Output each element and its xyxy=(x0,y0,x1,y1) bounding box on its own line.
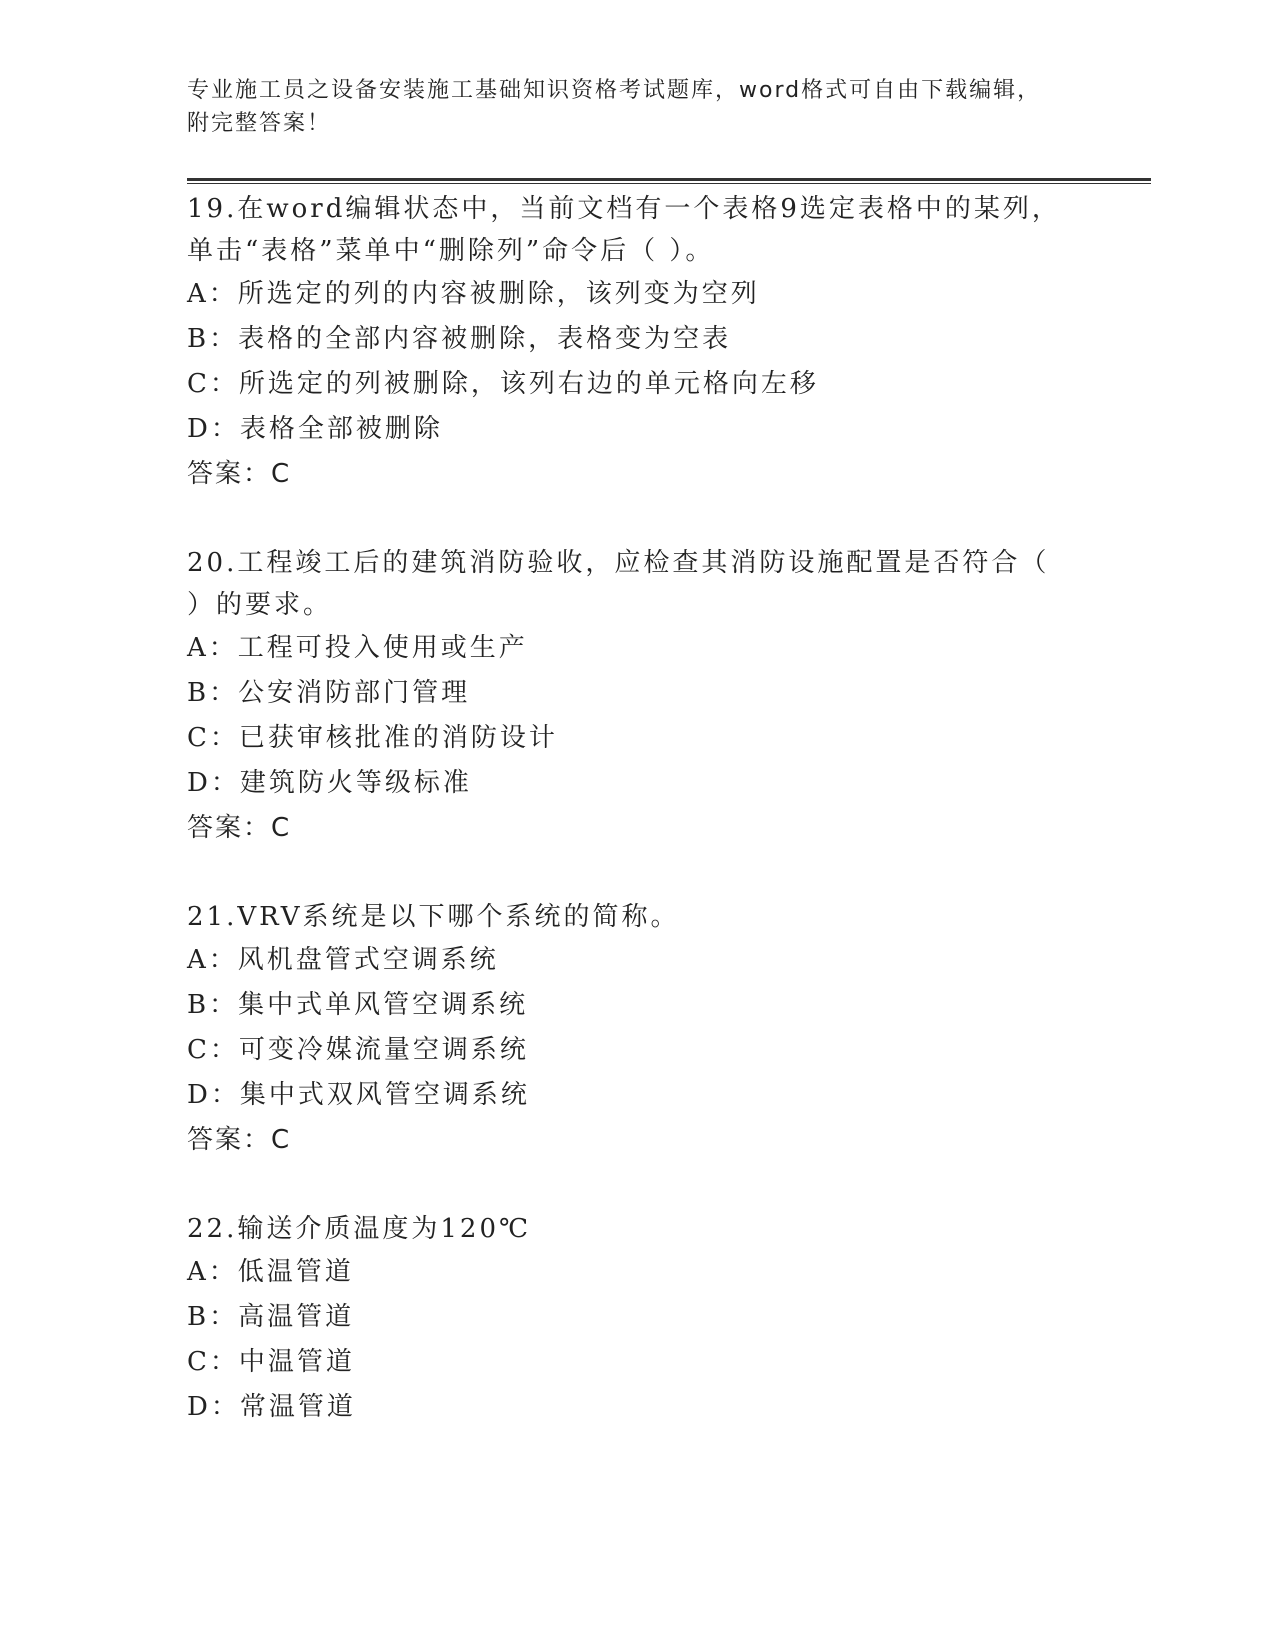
option-a: A：低温管道 xyxy=(187,1257,354,1287)
question-20 xyxy=(187,542,1087,851)
option-d: D：集中式双风管空调系统 xyxy=(187,1080,530,1110)
header-line-1: 专业施工员之设备安装施工基础知识资格考试题库，word格式可自由下载编辑， xyxy=(187,78,1042,103)
question-list xyxy=(187,188,1087,1430)
header-rule-thick xyxy=(187,178,1151,181)
option-b: B：高温管道 xyxy=(187,1302,355,1332)
answer-text: 答案：C xyxy=(187,1125,292,1155)
option-d: D：表格全部被删除 xyxy=(187,414,443,444)
question-text xyxy=(187,896,1087,938)
question-text xyxy=(187,542,1087,584)
option-a: A：工程可投入使用或生产 xyxy=(187,633,528,663)
spacer xyxy=(187,497,1087,542)
option-d: D：常温管道 xyxy=(187,1392,356,1422)
option-c: C：中温管道 xyxy=(187,1347,355,1377)
header-rule-thin xyxy=(187,183,1151,184)
question-text-line-1: 输送介质温度为120℃ xyxy=(237,1214,532,1244)
question-text-line-2: ）的要求。 xyxy=(187,590,333,620)
document-header xyxy=(187,74,1077,140)
question-text-line-1: 工程竣工后的建筑消防验收，应检查其消防设施配置是否符合（ xyxy=(237,548,1050,578)
question-number: 20. xyxy=(187,548,238,578)
question-number: 21. xyxy=(187,902,238,932)
spacer xyxy=(187,851,1087,896)
question-text-line-1: 在word编辑状态中，当前文档有一个表格9选定表格中的某列， xyxy=(237,194,1061,224)
question-text xyxy=(187,188,1087,230)
option-d: D：建筑防火等级标准 xyxy=(187,768,472,798)
question-22 xyxy=(187,1208,1087,1430)
question-text-line-1: VRV系统是以下哪个系统的简称。 xyxy=(237,902,680,932)
option-b: B：表格的全部内容被删除，表格变为空表 xyxy=(187,324,732,354)
option-c: C：所选定的列被删除，该列右边的单元格向左移 xyxy=(187,369,819,399)
spacer xyxy=(187,1163,1087,1208)
option-a: A：所选定的列的内容被删除，该列变为空列 xyxy=(187,279,760,309)
option-c: C：可变冷媒流量空调系统 xyxy=(187,1035,529,1065)
answer-text: 答案：C xyxy=(187,459,292,489)
question-21 xyxy=(187,896,1087,1163)
header-line-2: 附完整答案！ xyxy=(187,111,332,136)
option-b: B：集中式单风管空调系统 xyxy=(187,990,529,1020)
question-text-line-2: 单击“表格”菜单中“删除列”命令后（ ）。 xyxy=(187,236,715,266)
question-number: 19. xyxy=(187,194,238,224)
option-a: A：风机盘管式空调系统 xyxy=(187,945,499,975)
option-c: C：已获审核批准的消防设计 xyxy=(187,723,558,753)
option-b: B：公安消防部门管理 xyxy=(187,678,471,708)
question-text xyxy=(187,1208,1087,1250)
question-19 xyxy=(187,188,1087,497)
question-number: 22. xyxy=(187,1214,238,1244)
answer-text: 答案：C xyxy=(187,813,292,843)
